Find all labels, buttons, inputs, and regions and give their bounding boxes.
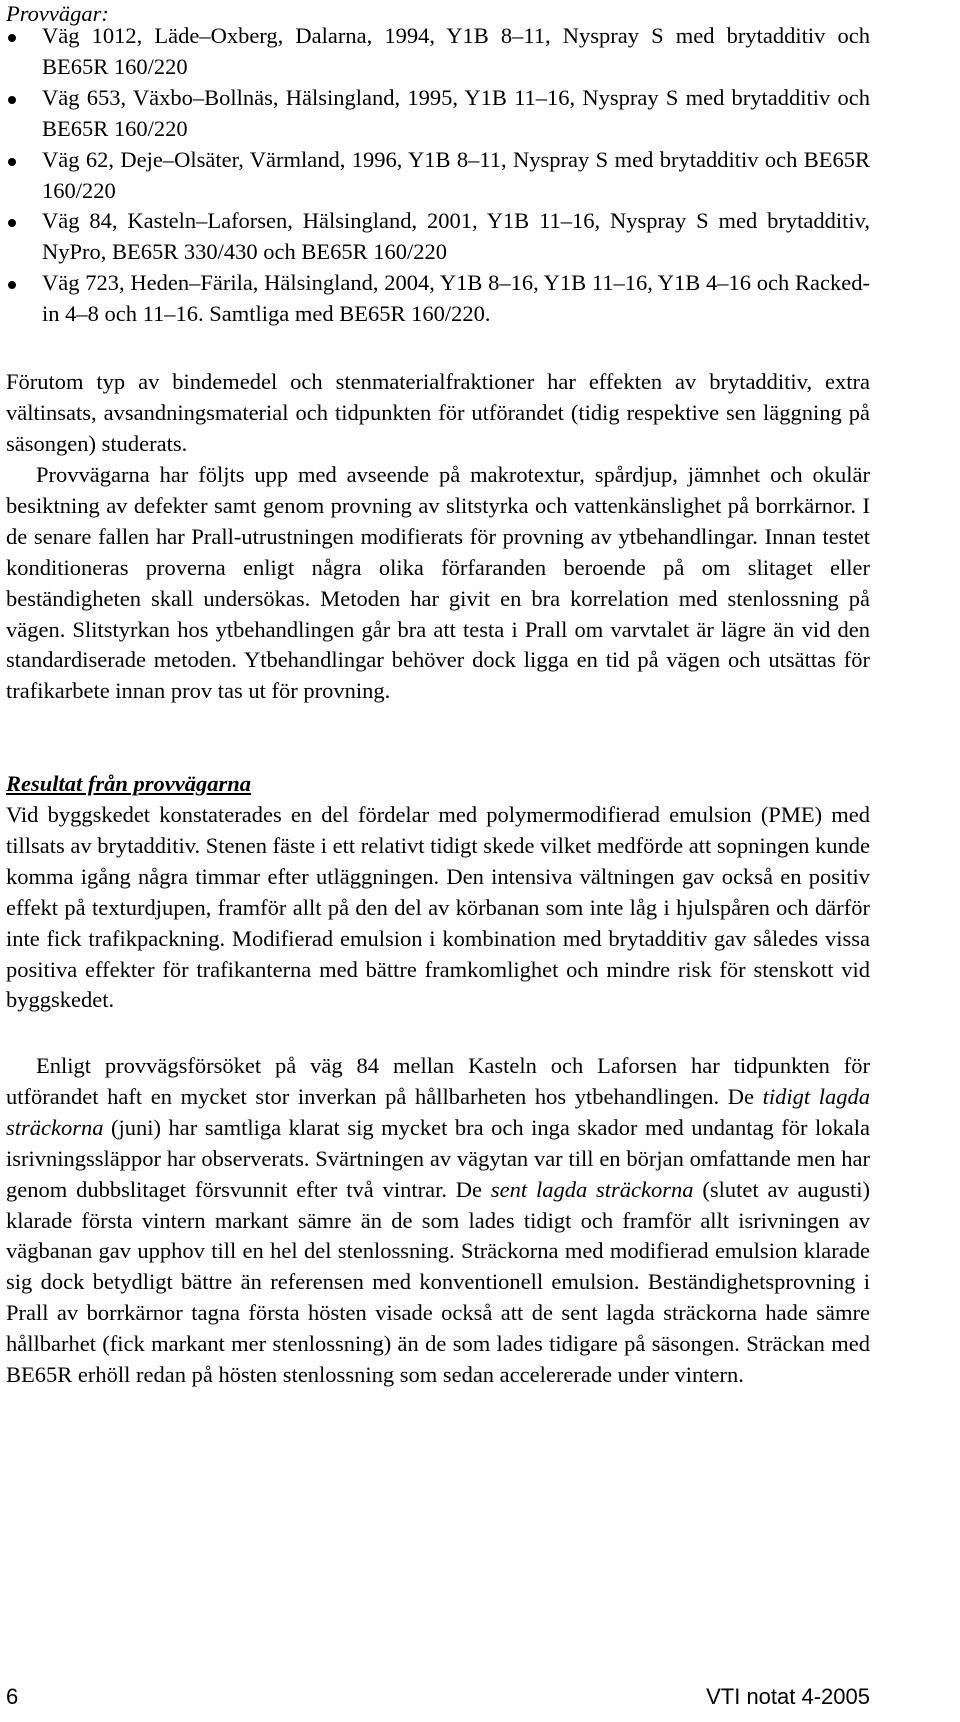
list-item: Väg 84, Kasteln–Laforsen, Hälsingland, 2001, Y1B 11–16, Nyspray S med brytadditiv, NyPro, BE65R 330/430 och BE65R 160/220 (6, 206, 870, 268)
list-item: Väg 62, Deje–Olsäter, Värmland, 1996, Y1B 8–11, Nyspray S med brytadditiv och BE65R 160/220 (6, 145, 870, 207)
resultat-p2-text-c: (juni) har samtliga klarat sig mycket bra och inga skador med undantag för lokala isrivningssläppor har observerats. Svärtningen av vägytan var till en början omfattande men har genom dubbslitaget försvunnit efter två vintrar. De (6, 1114, 870, 1202)
provvagar-heading: Provvägar: (6, 1, 109, 26)
intro-paragraph-2: Provvägarna har följts upp med avseende på makrotextur, spårdjup, jämnhet och okulär besiktning av defekter samt genom provning av slitstyrka och vattenkänslighet på borrkärnor. I de senare fallen har Prall-utrustningen modifierats för provning av ytbehandlingar. Innan testet konditioneras proverna enligt några olika förfaranden beroende på om slitaget eller beständigheten skall undersökas. Metoden har givit en bra korrelation med stenlossning på vägen. Slitstyrkan hos ytbehandlingen går bra att testa i Prall om varvtalet är lägre än vid den standardiserade metoden. Ytbehandlingar behöver dock ligga en tid på vägen och utsättas för trafikarbete innan prov tas ut för provning. (6, 462, 870, 704)
intro-paragraph-1: Förutom typ av bindemedel och stenmaterialfraktioner har effekten av brytadditiv, extra vältinsats, avsandningsmaterial och tidpunkten för utförandet (tidig respektive sen läggning på säsongen) studerats. (6, 369, 870, 456)
emphasis-tidigt-lagda: tidigt lagda sträckorna (6, 1083, 870, 1140)
publication-label: VTI notat 4-2005 (706, 1684, 870, 1709)
emphasis-sent-lagda: sent lagda sträckorna (490, 1176, 694, 1202)
resultat-paragraph-1: Vid byggskedet konstaterades en del fördelar med polymermodifierad emulsion (PME) med tillsats av brytadditiv. Stenen fäste i ett relativt tidigt skede vilket medförde att sopningen kunde komma igång några timmar efter utläggningen. Den intensiva vältningen gav också en positiv effekt på texturdjupen, framför allt på den del av körbanan som inte låg i hjulspåren och därför inte fick trafikpackning. Modifierad emulsion i kombination med brytadditiv gav således vissa positiva effekter för trafikanterna med bättre framkomlighet och mindre risk för stenskott vid byggskedet. (6, 802, 870, 1013)
list-item: Väg 653, Växbo–Bollnäs, Hälsingland, 1995, Y1B 11–16, Nyspray S med brytadditiv och BE65R 160/220 (6, 83, 870, 145)
resultat-paragraph-2 (6, 1051, 870, 1391)
section-title-resultat: Resultat från provvägarna (6, 771, 252, 796)
list-item: Väg 723, Heden–Färila, Hälsingland, 2004, Y1B 8–16, Y1B 11–16, Y1B 4–16 och Racked-in 4–8 och 11–16. Samtliga med BE65R 160/220. (6, 268, 870, 330)
resultat-p2-text-e: (slutet av augusti) klarade första vintern markant sämre än de som lades tidigt och framför allt isrivningen av vägbanan gav upphov till en hel del stenlossning. Sträckorna med modifierad emulsion klarade sig dock betydligt bättre än referensen med konventionell emulsion. Beständighetsprovning i Prall av borrkärnor tagna första hösten visade också att de sent lagda sträckorna hade sämre hållbarhet (fick markant mer stenlossning) än de som lades tidigare på säsongen. Sträckan med BE65R erhöll redan på hösten stenlossning som sedan accelererade under vintern. (6, 1176, 870, 1388)
provvagar-list (6, 21, 870, 330)
page-number: 6 (6, 1684, 19, 1709)
list-item: Väg 1012, Läde–Oxberg, Dalarna, 1994, Y1B 8–11, Nyspray S med brytadditiv och BE65R 160/220 (6, 21, 870, 83)
resultat-p2-text-a: Enligt provvägsförsöket på väg 84 mellan Kasteln och Laforsen har tidpunkten för utförandet haft en mycket stor inverkan på hållbarheten hos ytbehandlingen. De (6, 1053, 870, 1109)
